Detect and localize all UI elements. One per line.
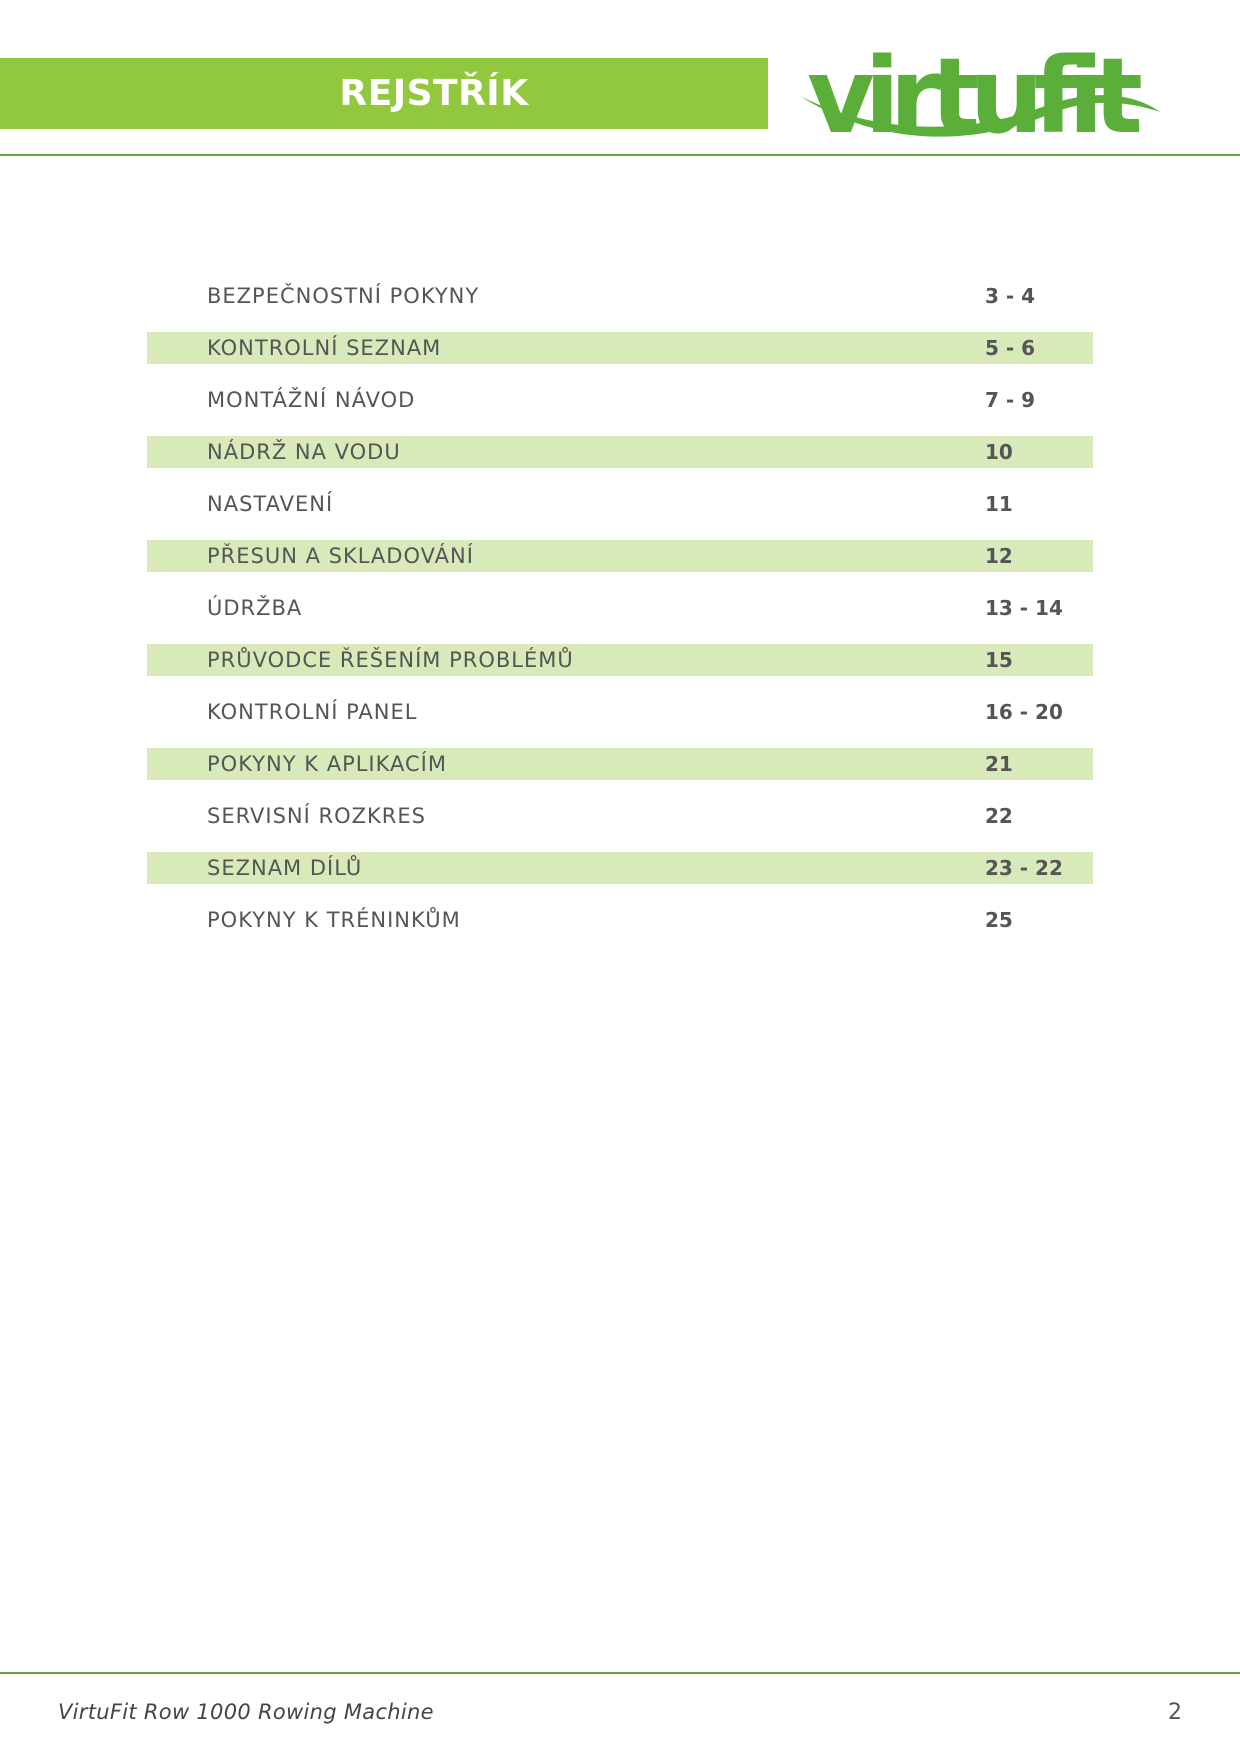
virtufit-logo: [795, 36, 1165, 146]
page-title: REJSTŘÍK: [339, 73, 529, 114]
toc-entry-label: PRŮVODCE ŘEŠENÍM PROBLÉMŮ: [207, 648, 574, 672]
toc-row: [147, 332, 1093, 364]
header-bar: [0, 58, 768, 129]
toc-entry-label: NASTAVENÍ: [207, 492, 334, 516]
footer-divider: [0, 1672, 1240, 1674]
toc-row: [147, 644, 1093, 676]
toc-row: [147, 384, 1093, 416]
toc-entry-label: KONTROLNÍ PANEL: [207, 700, 418, 724]
toc-entry-pages: 5 - 6: [985, 336, 1036, 360]
toc-entry-pages: 25: [985, 908, 1013, 932]
toc-row: [147, 748, 1093, 780]
toc-row: [147, 592, 1093, 624]
toc-entry-label: KONTROLNÍ SEZNAM: [207, 336, 442, 360]
toc-row: [147, 280, 1093, 312]
toc-entry-pages: 10: [985, 440, 1013, 464]
toc-entry-label: NÁDRŽ NA VODU: [207, 440, 401, 464]
toc-entry-label: MONTÁŽNÍ NÁVOD: [207, 388, 416, 412]
toc-entry-pages: 21: [985, 752, 1013, 776]
toc-entry-pages: 12: [985, 544, 1013, 568]
toc-row: [147, 488, 1093, 520]
toc-row: [147, 696, 1093, 728]
toc-entry-pages: 11: [985, 492, 1013, 516]
toc-entry-label: POKYNY K TRÉNINKŮM: [207, 908, 461, 932]
footer-title: VirtuFit Row 1000 Rowing Machine: [58, 1700, 434, 1724]
logo-text: virtufit: [807, 36, 1137, 146]
toc-entry-label: SERVISNÍ ROZKRES: [207, 804, 426, 828]
toc-entry-pages: 3 - 4: [985, 284, 1036, 308]
toc-row: [147, 800, 1093, 832]
toc-row: [147, 436, 1093, 468]
toc-row: [147, 540, 1093, 572]
toc-entry-pages: 7 - 9: [985, 388, 1036, 412]
table-of-contents: [147, 280, 1093, 956]
toc-entry-pages: 15: [985, 648, 1013, 672]
toc-entry-label: SEZNAM DÍLŮ: [207, 856, 363, 880]
toc-entry-label: ÚDRŽBA: [207, 596, 303, 620]
toc-entry-label: BEZPEČNOSTNÍ POKYNY: [207, 284, 480, 308]
toc-entry-pages: 22: [985, 804, 1013, 828]
toc-row: [147, 904, 1093, 936]
header-divider: [0, 154, 1240, 156]
toc-entry-label: PŘESUN A SKLADOVÁNÍ: [207, 544, 474, 568]
toc-entry-label: POKYNY K APLIKACÍM: [207, 752, 447, 776]
toc-row: [147, 852, 1093, 884]
toc-entry-pages: 23 - 22: [985, 856, 1063, 880]
toc-entry-pages: 13 - 14: [985, 596, 1063, 620]
toc-entry-pages: 16 - 20: [985, 700, 1063, 724]
page-number: 2: [1168, 1700, 1182, 1725]
